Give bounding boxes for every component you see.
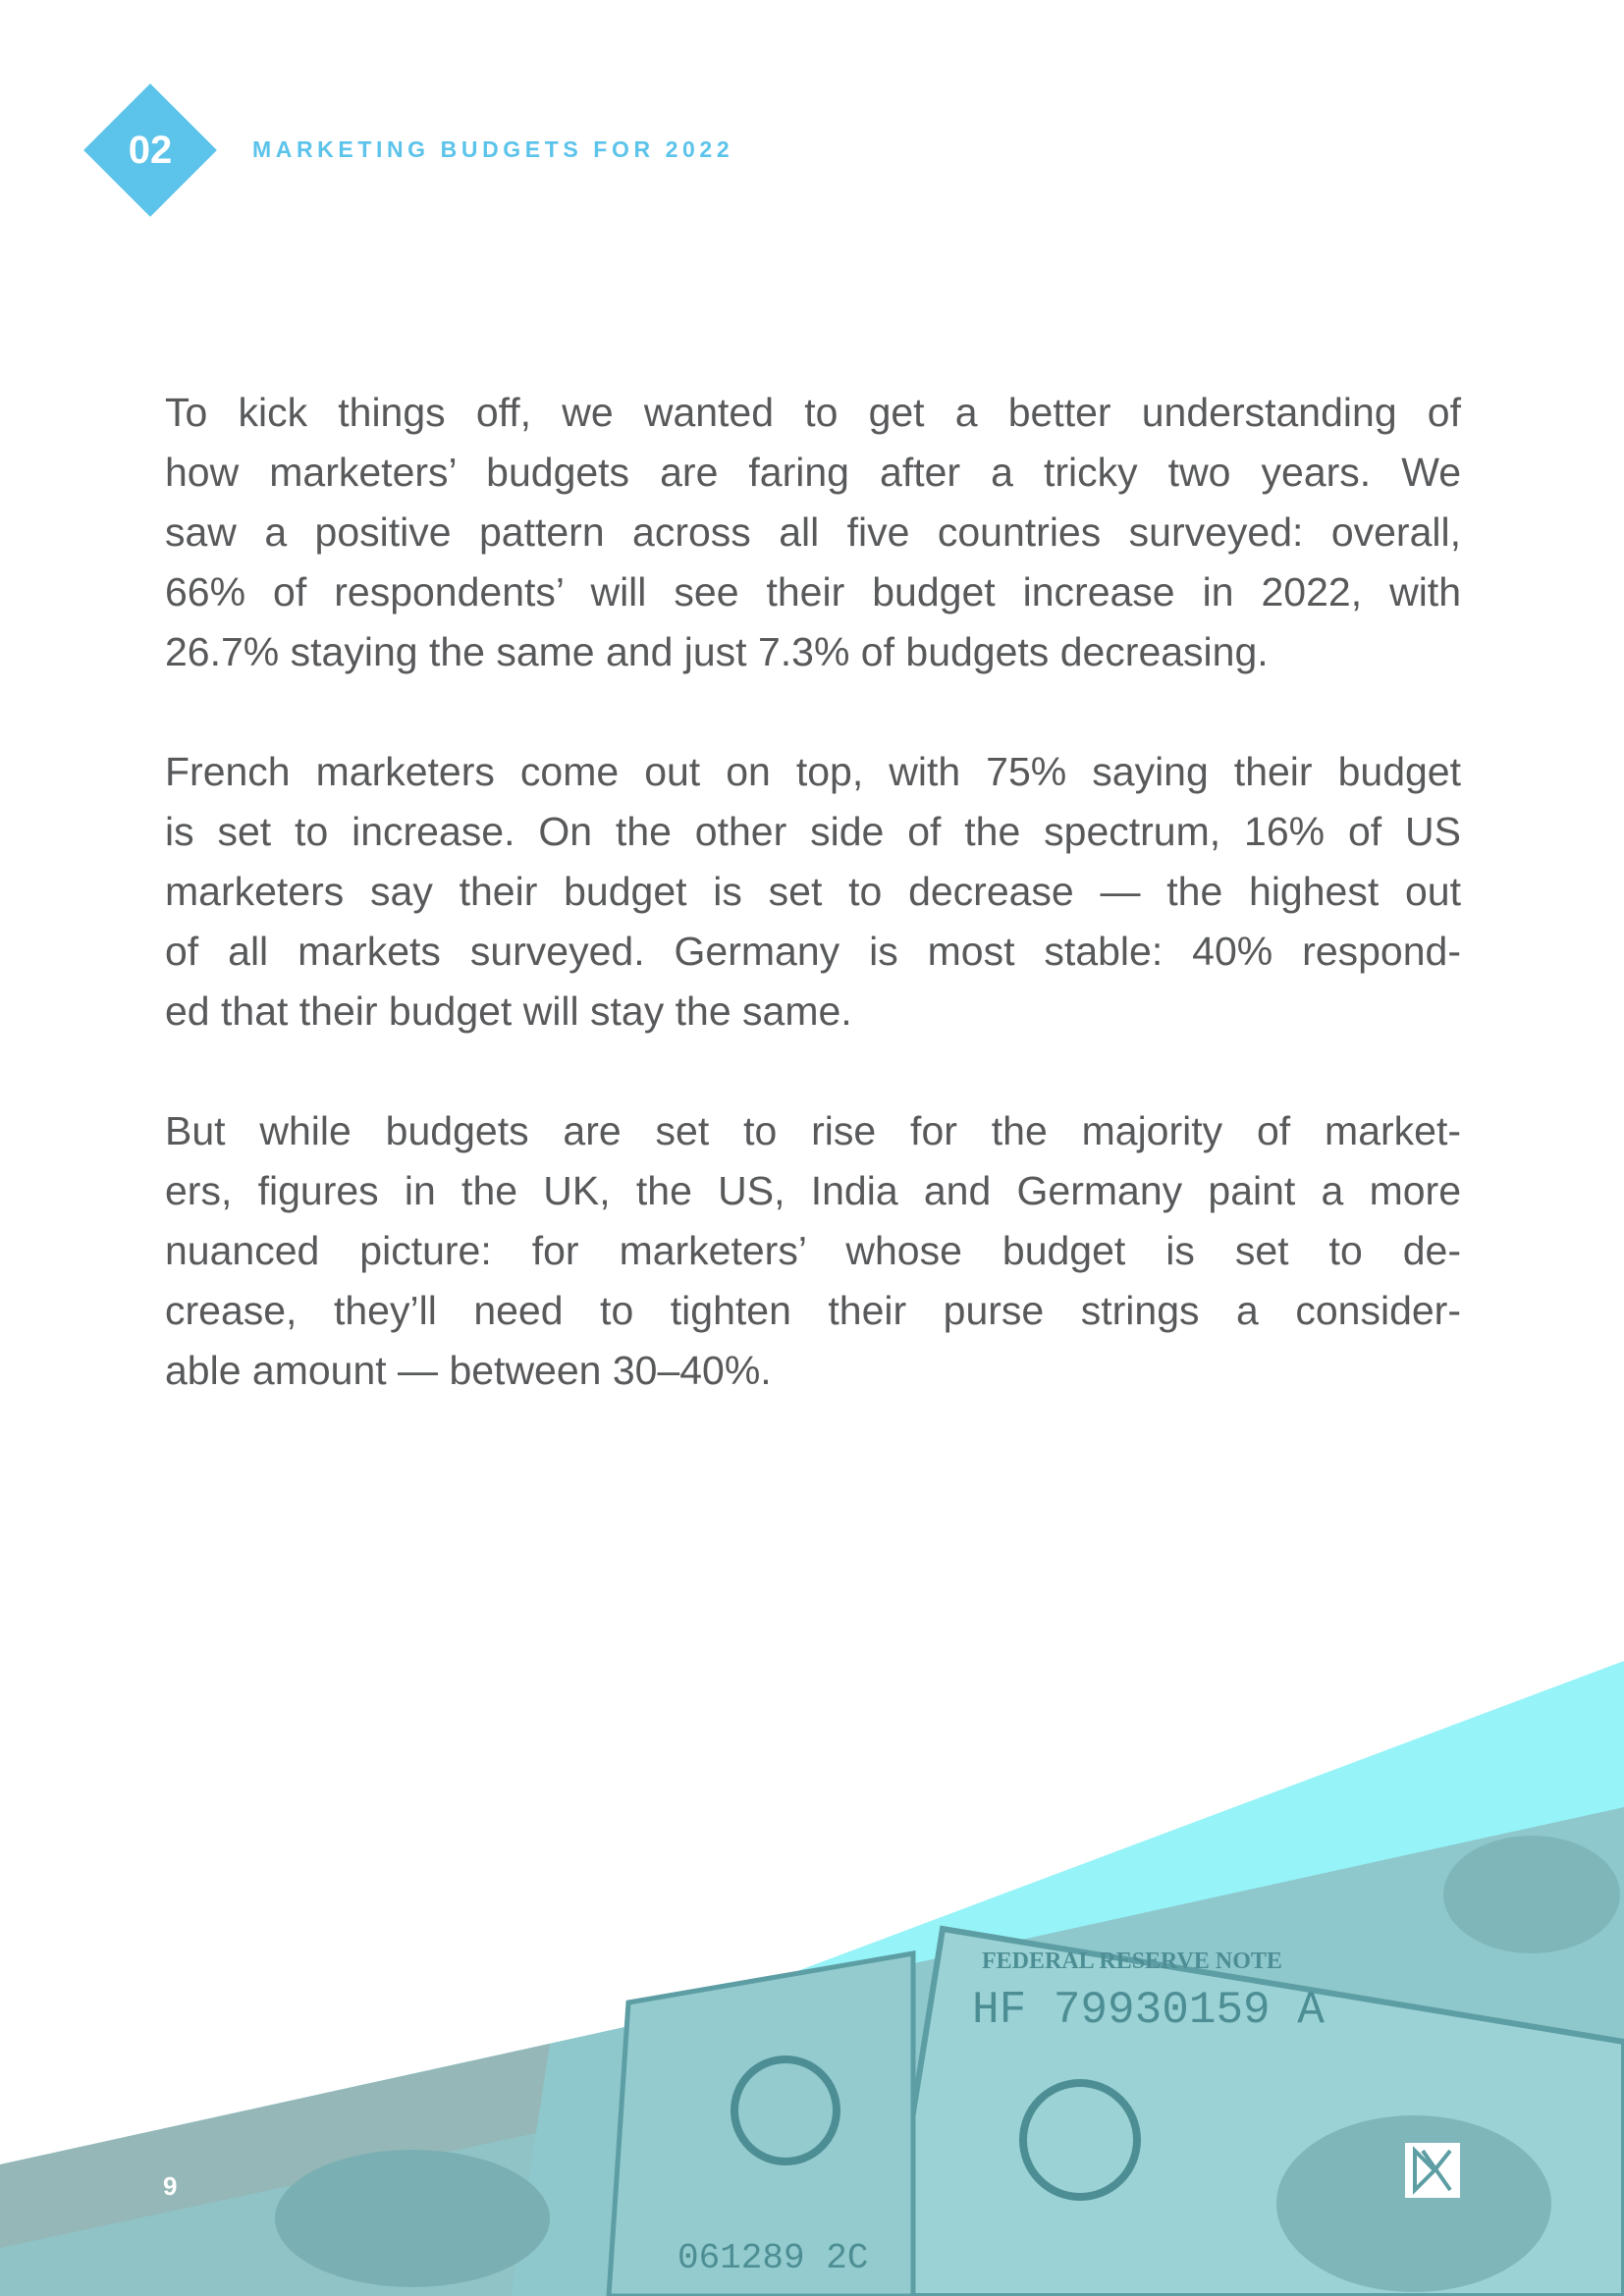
- text-line: To kick things off, we wanted to get a better understanding of: [165, 390, 1461, 435]
- text-line: 26.7% staying the same and just 7.3% of budgets decreasing.: [165, 629, 1269, 674]
- text-line: how marketers’ budgets are faring after a tricky two years. We: [165, 450, 1461, 495]
- text-line: able amount — between 30–40%.: [165, 1348, 772, 1393]
- section-title: MARKETING BUDGETS FOR 2022: [252, 136, 734, 162]
- text-line: 66% of respondents’ will see their budget increase in 2022, with: [165, 569, 1461, 614]
- section-number: 02: [128, 129, 173, 172]
- svg-text:HF 79930159 A: HF 79930159 A: [972, 1985, 1325, 2036]
- brand-logo-icon: [1405, 2143, 1460, 2198]
- text-line: ed that their budget will stay the same.: [165, 988, 852, 1034]
- svg-text:FEDERAL RESERVE NOTE: FEDERAL RESERVE NOTE: [982, 1949, 1282, 1974]
- svg-text:061289 2C: 061289 2C: [677, 2238, 869, 2278]
- text-line: saw a positive pattern across all five countries surveyed: overall,: [165, 509, 1461, 555]
- text-line: is set to increase. On the other side of the spectrum, 16% of US: [165, 809, 1461, 854]
- text-line: ers, figures in the UK, the US, India and Germany paint a more: [165, 1168, 1461, 1213]
- text-line: marketers say their budget is set to decrease — the highest out: [165, 869, 1461, 914]
- text-line: But while budgets are set to rise for the majority of market-: [165, 1108, 1461, 1153]
- text-line: crease, they’ll need to tighten their purse strings a consider-: [165, 1288, 1461, 1333]
- dollar-bills-photo: [0, 1807, 1624, 2296]
- page-number: 9: [163, 2171, 178, 2201]
- text-line: of all markets surveyed. Germany is most stable: 40% respond-: [165, 929, 1461, 974]
- text-line: nuanced picture: for marketers’ whose budget is set to de-: [165, 1228, 1461, 1273]
- text-line: French marketers come out on top, with 75% saying their budget: [165, 749, 1461, 794]
